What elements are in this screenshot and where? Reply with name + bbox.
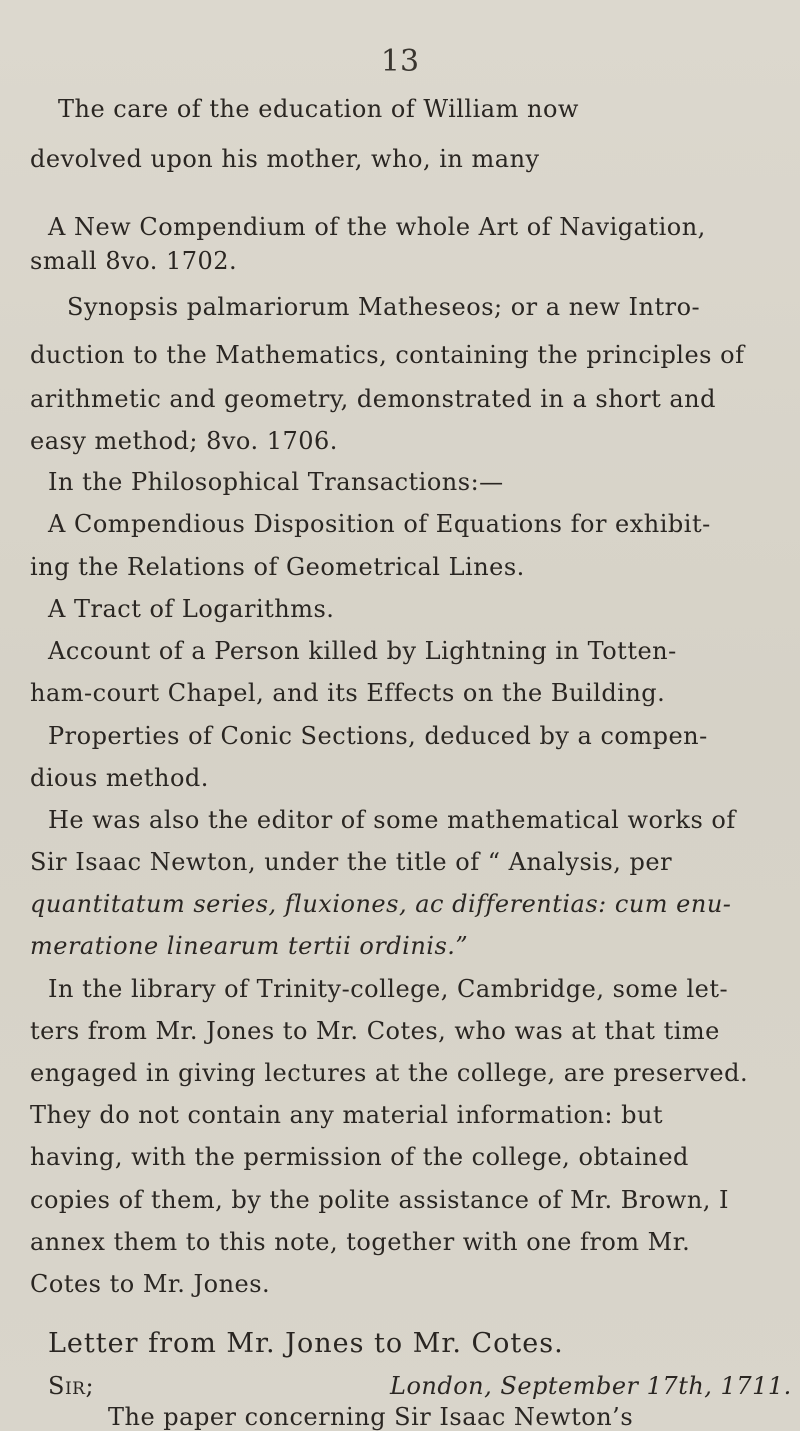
text-line: Cotes to Mr. Jones. bbox=[30, 1270, 271, 1298]
text-line: In the library of Trinity-college, Cambridge, some let- bbox=[48, 975, 729, 1003]
text-line: A New Compendium of the whole Art of Navigation, bbox=[48, 213, 706, 241]
text-line: ham-court Chapel, and its Effects on the Building. bbox=[30, 679, 666, 707]
text-line: A Compendious Disposition of Equations for exhibit- bbox=[48, 510, 711, 538]
text-line: ters from Mr. Jones to Mr. Cotes, who was at that time bbox=[30, 1017, 720, 1045]
text-line: dious method. bbox=[30, 764, 209, 792]
text-line: engaged in giving lectures at the college, are preserved. bbox=[30, 1059, 749, 1087]
text-line: meratione linearum tertii ordinis.” bbox=[30, 932, 469, 960]
text-line: He was also the editor of some mathematical works of bbox=[48, 806, 736, 834]
text-line: quantitatum series, fluxiones, ac differentias: cum enu- bbox=[30, 890, 732, 918]
text-line: duction to the Mathematics, containing the principles of bbox=[30, 341, 745, 369]
letter-dateline: London, September 17th, 1711. bbox=[390, 1372, 792, 1400]
text-line: Sir Isaac Newton, under the title of “ Analysis, per bbox=[30, 848, 673, 876]
page-number: 13 bbox=[380, 44, 420, 79]
text-line: small 8vo. 1702. bbox=[30, 247, 238, 275]
text-line: copies of them, by the polite assistance of Mr. Brown, I bbox=[30, 1186, 730, 1214]
text-line: A Tract of Logarithms. bbox=[48, 595, 335, 623]
text-line: Synopsis palmariorum Matheseos; or a new Intro- bbox=[67, 293, 701, 321]
letter-heading: Letter from Mr. Jones to Mr. Cotes. bbox=[48, 1328, 564, 1359]
text-line: In the Philosophical Transactions:— bbox=[48, 468, 504, 496]
text-line: The care of the education of William now bbox=[58, 95, 579, 123]
text-line: They do not contain any material information: but bbox=[30, 1101, 664, 1129]
text-line: having, with the permission of the college, obtained bbox=[30, 1143, 689, 1171]
text-line: Properties of Conic Sections, deduced by a compen- bbox=[48, 722, 708, 750]
text-line: annex them to this note, together with one from Mr. bbox=[30, 1228, 691, 1256]
text-line: arithmetic and geometry, demonstrated in a short and bbox=[30, 385, 716, 413]
text-line: ing the Relations of Geometrical Lines. bbox=[30, 553, 525, 581]
letter-text-line: The paper concerning Sir Isaac Newton’s bbox=[108, 1403, 634, 1431]
text-line: easy method; 8vo. 1706. bbox=[30, 427, 338, 455]
text-line: devolved upon his mother, who, in many bbox=[30, 145, 540, 173]
text-line: Account of a Person killed by Lightning in Totten- bbox=[48, 637, 677, 665]
letter-salutation: Sir; bbox=[48, 1372, 95, 1400]
